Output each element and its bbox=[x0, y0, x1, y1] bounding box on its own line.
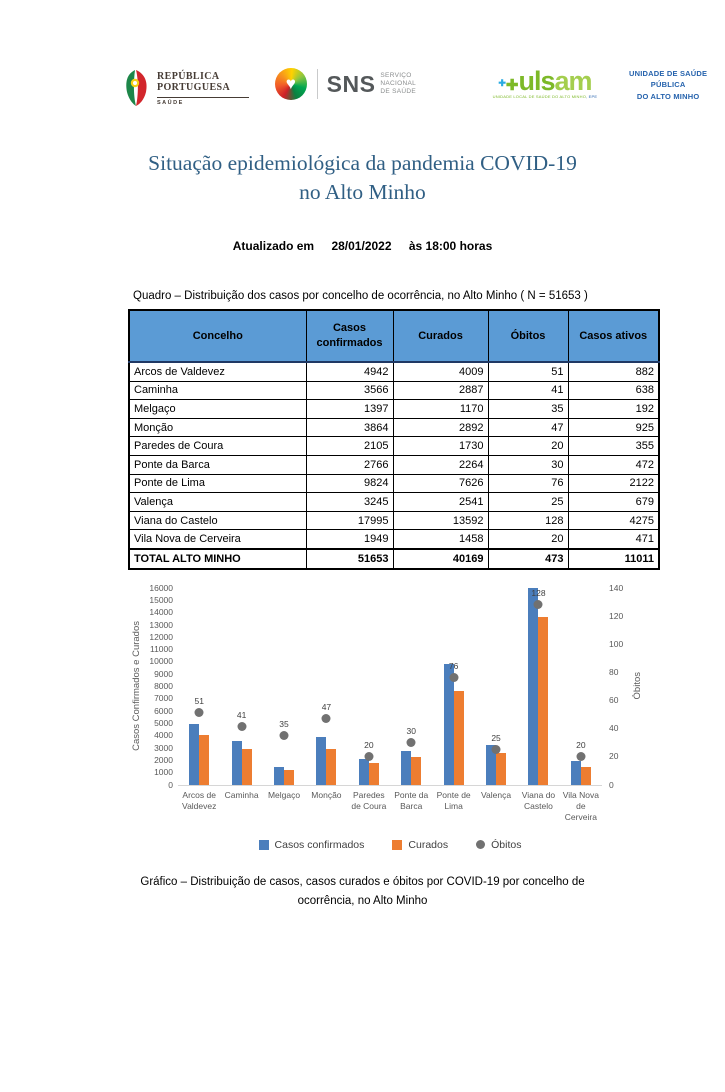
deaths-data-label: 20 bbox=[364, 739, 374, 750]
left-tick-label: 14000 bbox=[149, 607, 173, 618]
column-header: Concelho bbox=[129, 310, 306, 362]
ulsam-wordmark: ulsam bbox=[518, 65, 592, 96]
republica-portuguesa-logo bbox=[123, 68, 249, 108]
deaths-dot bbox=[534, 600, 543, 609]
table-cell: 1170 bbox=[393, 400, 488, 419]
confirmed-bar bbox=[528, 588, 538, 785]
table-cell: 3245 bbox=[306, 493, 393, 512]
sns-abbr: SNS bbox=[326, 70, 376, 97]
table-cell: 638 bbox=[568, 381, 659, 400]
deaths-data-label: 25 bbox=[491, 732, 501, 743]
table-cell: 20 bbox=[488, 437, 568, 456]
x-axis-category-label: Caminha bbox=[224, 789, 259, 800]
table-cell: 2892 bbox=[393, 418, 488, 437]
ulsam-wordmark-subtitle: UNIDADE LOCAL DE SAÚDE DO ALTO MINHO, EPE bbox=[492, 94, 598, 100]
header-logos bbox=[123, 65, 725, 108]
right-tick-label: 80 bbox=[609, 667, 619, 677]
plot-column bbox=[178, 588, 602, 851]
table-cell: 472 bbox=[568, 456, 659, 475]
table-cell: Caminha bbox=[129, 381, 306, 400]
deaths-dot bbox=[576, 752, 585, 761]
cured-bar bbox=[581, 767, 591, 785]
x-axis-category-label: Valença bbox=[481, 789, 512, 800]
table-row bbox=[129, 493, 659, 512]
column-header: Casos ativos bbox=[568, 310, 659, 362]
ulsam-brand-block bbox=[492, 65, 598, 100]
right-tick-label: 140 bbox=[609, 582, 624, 593]
gov-sub-label: SAÚDE bbox=[157, 99, 184, 106]
table-total-cell: 473 bbox=[488, 549, 568, 569]
table-row bbox=[129, 456, 659, 475]
page-title: Situação epidemiológica da pandemia COVID-19 no Alto Minho bbox=[148, 151, 577, 205]
x-axis-labels bbox=[178, 790, 602, 823]
deaths-data-label: 51 bbox=[194, 696, 204, 707]
table-cell: 925 bbox=[568, 418, 659, 437]
x-axis-category-label: Ponte de Lima bbox=[436, 789, 471, 811]
table-cell: Monção bbox=[129, 418, 306, 437]
x-axis-category-label: Melgaço bbox=[267, 789, 301, 800]
confirmed-bar bbox=[274, 767, 284, 784]
x-axis-category-label: Ponte da Barca bbox=[394, 789, 429, 811]
ulsam-logo bbox=[492, 65, 725, 102]
cured-bar bbox=[454, 691, 464, 785]
table-cell: 41 bbox=[488, 381, 568, 400]
table-row bbox=[129, 362, 659, 381]
covid-bar-chart bbox=[131, 582, 643, 851]
table-cell: 471 bbox=[568, 530, 659, 549]
right-tick-label: 20 bbox=[609, 751, 619, 762]
table-cell: 2122 bbox=[568, 474, 659, 493]
gov-divider bbox=[157, 97, 249, 98]
table-row bbox=[129, 530, 659, 549]
table-cell: 9824 bbox=[306, 474, 393, 493]
table-row bbox=[129, 418, 659, 437]
table-cell: 4275 bbox=[568, 511, 659, 530]
left-tick-label: 12000 bbox=[149, 631, 173, 642]
table-total-row bbox=[129, 549, 659, 569]
category-group bbox=[390, 588, 432, 785]
table-cell: 2264 bbox=[393, 456, 488, 475]
table-cell: 679 bbox=[568, 493, 659, 512]
legend-item bbox=[392, 839, 448, 851]
table-cell: 882 bbox=[568, 362, 659, 381]
deaths-data-label: 128 bbox=[531, 587, 546, 598]
confirmed-bar bbox=[359, 759, 369, 785]
table-total-cell: 40169 bbox=[393, 549, 488, 569]
table-cell: 2105 bbox=[306, 437, 393, 456]
cured-bar bbox=[242, 749, 252, 785]
table-cell: 76 bbox=[488, 474, 568, 493]
sns-heart-icon: ♥ bbox=[285, 73, 296, 93]
left-tick-label: 5000 bbox=[154, 718, 173, 728]
left-tick-label: 15000 bbox=[149, 594, 173, 605]
x-axis-category-label: Paredes de Coura bbox=[351, 789, 387, 811]
usp-alto-minho-label: UNIDADE DE SAÚDE PÚBLICA DO ALTO MINHO bbox=[629, 69, 708, 101]
deaths-data-label: 41 bbox=[236, 710, 247, 721]
category-group bbox=[348, 588, 390, 785]
sns-ring-icon bbox=[275, 68, 307, 100]
plot-area bbox=[178, 588, 602, 786]
table-cell: 35 bbox=[488, 400, 568, 419]
deaths-data-label: 20 bbox=[576, 739, 586, 750]
table-cell: 1458 bbox=[393, 530, 488, 549]
deaths-dot bbox=[449, 673, 458, 682]
deaths-dot bbox=[280, 731, 289, 740]
left-tick-label: 8000 bbox=[154, 681, 173, 692]
legend-label: Curados bbox=[408, 838, 449, 851]
table-cell: 192 bbox=[568, 400, 659, 419]
table-total-cell: TOTAL ALTO MINHO bbox=[129, 549, 306, 569]
left-axis-ticks bbox=[142, 582, 178, 790]
table-body bbox=[129, 362, 659, 569]
sns-subtitle: SERVIÇO NACIONAL DE SAÚDE bbox=[380, 71, 417, 96]
deaths-dot bbox=[237, 722, 246, 731]
legend-item bbox=[476, 839, 521, 851]
gov-name: REPÚBLICA PORTUGUESA bbox=[157, 70, 231, 93]
x-axis-category-label: Arcos de Valdevez bbox=[182, 789, 217, 811]
right-tick-label: 0 bbox=[609, 779, 614, 790]
table-cell: 51 bbox=[488, 362, 568, 381]
column-header: Casos confirmados bbox=[306, 310, 393, 362]
category-group bbox=[475, 588, 517, 785]
deaths-dot bbox=[322, 714, 331, 723]
left-tick-label: 7000 bbox=[154, 693, 173, 704]
table-row bbox=[129, 437, 659, 456]
cured-bar bbox=[538, 617, 548, 784]
table-cell: 20 bbox=[488, 530, 568, 549]
table-cell: 355 bbox=[568, 437, 659, 456]
table-cell: 2766 bbox=[306, 456, 393, 475]
left-tick-label: 0 bbox=[168, 779, 173, 790]
table-cell: Ponte de Lima bbox=[129, 474, 306, 493]
table-cell: Arcos de Valdevez bbox=[129, 362, 306, 381]
deaths-dot bbox=[492, 745, 501, 754]
deaths-data-label: 35 bbox=[279, 718, 289, 729]
left-tick-label: 13000 bbox=[149, 619, 173, 630]
cured-bar bbox=[326, 749, 336, 785]
x-axis-category-label: Monção bbox=[311, 789, 342, 800]
updated-time: às 18:00 horas bbox=[408, 239, 493, 254]
left-tick-label: 3000 bbox=[154, 742, 173, 753]
table-cell: 128 bbox=[488, 511, 568, 530]
cured-bar bbox=[411, 757, 421, 785]
cured-bar bbox=[284, 770, 294, 784]
table-cell: 1397 bbox=[306, 400, 393, 419]
left-tick-label: 9000 bbox=[154, 668, 173, 679]
table-row bbox=[129, 474, 659, 493]
table-cell: 2541 bbox=[393, 493, 488, 512]
table-caption: Quadro – Distribuição dos casos por concelho de ocorrência, no Alto Minho ( N = 51653 ) bbox=[133, 290, 588, 303]
table-cell: 7626 bbox=[393, 474, 488, 493]
deaths-dot bbox=[195, 708, 204, 717]
legend-swatch bbox=[392, 840, 402, 850]
gov-text bbox=[157, 71, 249, 106]
sns-logo bbox=[275, 68, 449, 100]
deaths-data-label: 47 bbox=[321, 701, 332, 712]
confirmed-bar bbox=[232, 741, 242, 785]
category-group bbox=[432, 588, 474, 785]
table-header bbox=[129, 310, 659, 362]
updated-date: 28/01/2022 bbox=[331, 239, 392, 254]
table-cell: Ponte da Barca bbox=[129, 456, 306, 475]
updated-label: Atualizado em bbox=[232, 239, 315, 254]
deaths-dot bbox=[407, 738, 416, 747]
table-cell: 25 bbox=[488, 493, 568, 512]
confirmed-bar bbox=[401, 751, 411, 785]
table-cell: 1730 bbox=[393, 437, 488, 456]
right-tick-label: 60 bbox=[609, 695, 619, 706]
category-group bbox=[263, 588, 305, 785]
deaths-data-label: 76 bbox=[448, 661, 459, 672]
right-tick-label: 100 bbox=[609, 638, 624, 649]
legend-label: Casos confirmados bbox=[274, 838, 365, 851]
chart-caption: Gráfico – Distribuição de casos, casos curados e óbitos por COVID-19 por concelho de ocorrência, no Alto Minho bbox=[140, 875, 585, 907]
category-group bbox=[560, 588, 602, 785]
confirmed-bar bbox=[189, 724, 199, 785]
updated-line bbox=[0, 239, 725, 253]
table-cell: 1949 bbox=[306, 530, 393, 549]
legend-swatch bbox=[476, 840, 485, 849]
table-cell: 17995 bbox=[306, 511, 393, 530]
column-header: Óbitos bbox=[488, 310, 568, 362]
left-tick-label: 6000 bbox=[154, 705, 173, 716]
legend-item bbox=[259, 839, 365, 851]
deaths-dot bbox=[364, 752, 373, 761]
left-tick-label: 16000 bbox=[149, 582, 173, 593]
portugal-emblem-icon bbox=[123, 68, 149, 108]
table-cell: 13592 bbox=[393, 511, 488, 530]
table-cell: Valença bbox=[129, 493, 306, 512]
cured-bar bbox=[496, 753, 506, 784]
right-axis-ticks bbox=[602, 582, 632, 790]
right-axis-title: Óbitos bbox=[632, 672, 643, 700]
table-total-cell: 11011 bbox=[568, 549, 659, 569]
cured-bar bbox=[199, 735, 209, 784]
table-cell: 2887 bbox=[393, 381, 488, 400]
left-tick-label: 2000 bbox=[154, 754, 173, 765]
table-row bbox=[129, 381, 659, 400]
table-cell: 47 bbox=[488, 418, 568, 437]
column-header: Curados bbox=[393, 310, 488, 362]
cured-bar bbox=[369, 763, 379, 784]
confirmed-bar bbox=[571, 761, 581, 785]
legend-label: Óbitos bbox=[491, 838, 522, 851]
table-cell: Melgaço bbox=[129, 400, 306, 419]
x-axis-category-label: Viana do Castelo bbox=[521, 789, 556, 811]
table-cell: 4009 bbox=[393, 362, 488, 381]
legend-swatch bbox=[259, 840, 269, 850]
category-group bbox=[517, 588, 559, 785]
left-tick-label: 4000 bbox=[154, 730, 173, 741]
left-tick-label: 10000 bbox=[149, 656, 173, 667]
left-axis-title: Casos Confirmados e Curados bbox=[131, 621, 142, 752]
table-header-row bbox=[129, 310, 659, 362]
table-cell: 3566 bbox=[306, 381, 393, 400]
confirmed-bar bbox=[316, 737, 326, 785]
chart-legend bbox=[178, 839, 602, 851]
right-tick-label: 120 bbox=[609, 610, 624, 621]
ulsam-plus-icon: ✚✚ bbox=[498, 77, 519, 95]
category-group bbox=[178, 588, 220, 785]
deaths-data-label: 30 bbox=[406, 725, 416, 736]
cases-table bbox=[128, 309, 660, 570]
table-cell: Vila Nova de Cerveira bbox=[129, 530, 306, 549]
table-cell: Viana do Castelo bbox=[129, 511, 306, 530]
category-group bbox=[220, 588, 262, 785]
table-cell: 3864 bbox=[306, 418, 393, 437]
x-axis-category-label: Vila Nova de Cerveira bbox=[562, 789, 599, 822]
category-group bbox=[305, 588, 347, 785]
table-total-cell: 51653 bbox=[306, 549, 393, 569]
table-row bbox=[129, 400, 659, 419]
table-cell: Paredes de Coura bbox=[129, 437, 306, 456]
table-row bbox=[129, 511, 659, 530]
right-tick-label: 40 bbox=[609, 723, 619, 734]
left-tick-label: 11000 bbox=[149, 644, 173, 655]
sns-divider bbox=[317, 69, 318, 99]
table-cell: 30 bbox=[488, 456, 568, 475]
table-cell: 4942 bbox=[306, 362, 393, 381]
left-tick-label: 1000 bbox=[154, 767, 173, 778]
